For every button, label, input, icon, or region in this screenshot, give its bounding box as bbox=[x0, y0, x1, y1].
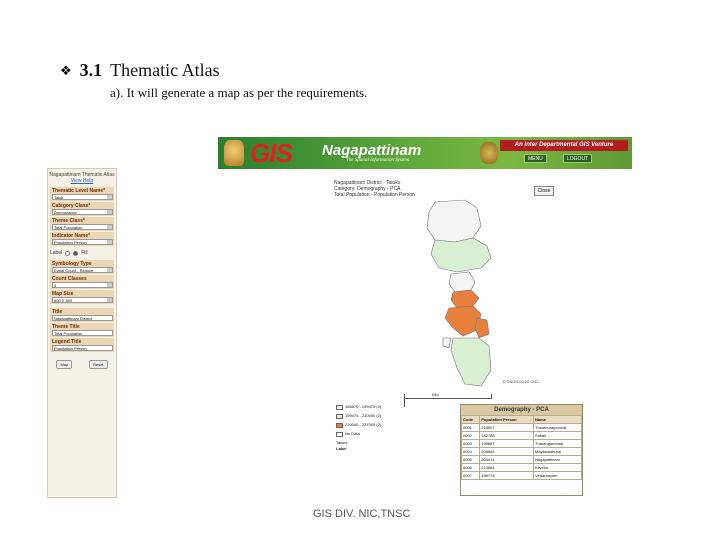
field-label: Map Size bbox=[52, 291, 74, 297]
column-header: Name bbox=[534, 416, 582, 424]
table-row[interactable] bbox=[462, 472, 582, 480]
legend-title-input[interactable]: Population Person bbox=[52, 345, 113, 351]
table-row[interactable] bbox=[462, 440, 582, 448]
legend-label: 186870 - 199470 (2) bbox=[345, 404, 382, 409]
heading-text: Thematic Atlas bbox=[110, 60, 220, 80]
map-size-select[interactable]: 600 X 500 bbox=[52, 297, 113, 303]
field-legend-title bbox=[50, 338, 114, 352]
map-title-line: Category: Demography - PCA bbox=[334, 186, 401, 192]
cell-name: Vedaranyam bbox=[534, 472, 582, 480]
cell-population: 198774 bbox=[480, 472, 534, 480]
fill-radio[interactable] bbox=[73, 251, 78, 256]
region-north[interactable] bbox=[427, 200, 481, 242]
table-header-row bbox=[462, 416, 582, 424]
legend-item bbox=[336, 431, 404, 437]
region-orange-mid[interactable] bbox=[445, 306, 481, 336]
cell-code: 0003 bbox=[462, 440, 480, 448]
cell-population: 208584 bbox=[480, 448, 534, 456]
field-count-classes bbox=[50, 275, 114, 289]
state-emblem-icon bbox=[224, 140, 244, 166]
region-center[interactable] bbox=[449, 272, 475, 292]
cell-population: 204414 bbox=[480, 456, 534, 464]
district-name: Nagapattinam bbox=[322, 142, 422, 159]
cell-name: Nagapattinam bbox=[534, 456, 582, 464]
field-map-size bbox=[50, 290, 114, 304]
map-title bbox=[334, 180, 415, 198]
region-orange-east[interactable] bbox=[475, 318, 489, 338]
legend-item bbox=[336, 404, 404, 410]
field-label: Category Class* bbox=[52, 203, 91, 209]
region-north-mid[interactable] bbox=[431, 238, 491, 272]
theme-class-select[interactable]: Total Population bbox=[52, 224, 113, 230]
diamond-bullet-icon: ❖ bbox=[60, 62, 72, 78]
table-row[interactable] bbox=[462, 424, 582, 432]
field-label: Title bbox=[52, 309, 63, 315]
field-label: Indicator Name* bbox=[52, 233, 91, 239]
theme-title-input[interactable]: Total Population bbox=[52, 330, 113, 336]
logout-button[interactable]: LOGOUT bbox=[563, 154, 592, 163]
slide-footer: GIS DIV. NIC,TNSC bbox=[313, 508, 411, 520]
legend-swatch bbox=[336, 423, 343, 428]
slide-heading bbox=[60, 60, 220, 81]
field-category-class bbox=[50, 202, 114, 216]
count-classes-select[interactable]: 4 bbox=[52, 282, 113, 288]
field-label: Count Classes bbox=[52, 276, 87, 282]
label-radio[interactable] bbox=[65, 251, 70, 256]
scale-label: Kilo bbox=[432, 392, 439, 397]
legend-label: No Data bbox=[345, 431, 360, 436]
field-thematic-level bbox=[50, 187, 114, 201]
indicator-name-select[interactable]: Population Person bbox=[52, 239, 113, 245]
legend-swatch bbox=[336, 405, 343, 410]
table-row[interactable] bbox=[462, 448, 582, 456]
map-title-line: Nagapattinam District - Taluks bbox=[334, 180, 401, 186]
menu-button[interactable]: MENU bbox=[524, 154, 547, 163]
heading-number: 3.1 bbox=[79, 60, 103, 80]
cell-population: 182788 bbox=[480, 432, 534, 440]
category-class-select[interactable]: Demography bbox=[52, 209, 113, 215]
column-header: Code bbox=[462, 416, 480, 424]
cell-code: 0001 bbox=[462, 424, 480, 432]
thematic-form-panel bbox=[47, 168, 117, 498]
table-row[interactable] bbox=[462, 456, 582, 464]
field-label: Theme Class* bbox=[52, 218, 85, 224]
legend-swatch bbox=[336, 414, 343, 419]
table-row[interactable] bbox=[462, 464, 582, 472]
map-legend bbox=[336, 404, 404, 452]
region-islet[interactable] bbox=[443, 338, 451, 348]
column-header: Population Person bbox=[480, 416, 534, 424]
radio-label-text: Label bbox=[50, 250, 63, 256]
field-theme-class bbox=[50, 217, 114, 231]
field-label: Symbology Type bbox=[52, 261, 92, 267]
region-south[interactable] bbox=[451, 338, 491, 386]
cell-name: Thiruthuraipoondi bbox=[534, 424, 582, 432]
gis-logo: GIS bbox=[250, 138, 292, 168]
field-symbology bbox=[50, 260, 114, 274]
symbology-select[interactable]: Equal Count - Reduce bbox=[52, 267, 113, 273]
demography-table bbox=[460, 404, 583, 496]
view-help-link[interactable]: View Help bbox=[70, 178, 94, 184]
table-row[interactable] bbox=[462, 432, 582, 440]
thematic-level-select[interactable]: Taluk bbox=[52, 194, 113, 200]
scale-bar bbox=[404, 394, 492, 399]
map-close-button[interactable]: Close bbox=[534, 186, 554, 196]
reset-button[interactable]: Reset bbox=[89, 360, 107, 369]
map-title-line: Total Population - Population Person bbox=[334, 192, 415, 198]
field-label: Theme Title bbox=[52, 324, 80, 330]
cell-name: Kilvelur bbox=[534, 464, 582, 472]
site-banner bbox=[218, 137, 632, 169]
cell-name: Sirkali bbox=[534, 432, 582, 440]
cell-code: 0002 bbox=[462, 432, 480, 440]
display-map-button[interactable]: Map bbox=[56, 360, 72, 369]
legend-item bbox=[336, 413, 404, 419]
title-input[interactable]: Nagapattinam District bbox=[52, 315, 113, 321]
legend-item bbox=[336, 422, 404, 428]
cell-code: 0006 bbox=[462, 464, 480, 472]
cell-code: 0007 bbox=[462, 472, 480, 480]
table-title: Demography - PCA bbox=[461, 405, 582, 415]
district-map bbox=[395, 198, 505, 388]
legend-label: 210000 - 227000 (2) bbox=[345, 422, 382, 427]
tn-seal-icon bbox=[480, 142, 498, 164]
label-fill-radios bbox=[48, 247, 116, 259]
coordinate-readout: DTINGS:00:00 CNC bbox=[503, 379, 540, 384]
banner-tagline: The Spatial Information System bbox=[346, 158, 410, 163]
cell-population: 195887 bbox=[480, 440, 534, 448]
field-indicator-name bbox=[50, 232, 114, 246]
field-label: Thematic Level Name* bbox=[52, 188, 106, 194]
scale-tick bbox=[404, 399, 405, 407]
cell-name: Tharangambadi bbox=[534, 440, 582, 448]
legend-label: 199470 - 210000 (2) bbox=[345, 413, 382, 418]
cell-name: Mayiladuthurai bbox=[534, 448, 582, 456]
cell-population: 218507 bbox=[480, 424, 534, 432]
venture-label: An Inter Departmental GIS Venture bbox=[500, 140, 628, 151]
legend-swatch bbox=[336, 432, 343, 437]
field-label: Legend Title bbox=[52, 339, 82, 345]
cell-code: 0004 bbox=[462, 448, 480, 456]
form-buttons bbox=[48, 360, 116, 369]
sub-point: a). It will generate a map as per the requirements. bbox=[110, 85, 368, 100]
form-title: Nagapattinam Thematic Atlas bbox=[49, 172, 115, 178]
region-orange-north[interactable] bbox=[451, 290, 479, 308]
field-theme-title bbox=[50, 323, 114, 337]
legend-note: Label bbox=[336, 446, 347, 451]
legend-note: Taluks bbox=[336, 440, 348, 445]
cell-population: 213864 bbox=[480, 464, 534, 472]
radio-fill-text: Fill bbox=[81, 250, 88, 256]
cell-code: 0005 bbox=[462, 456, 480, 464]
field-title bbox=[50, 308, 114, 322]
